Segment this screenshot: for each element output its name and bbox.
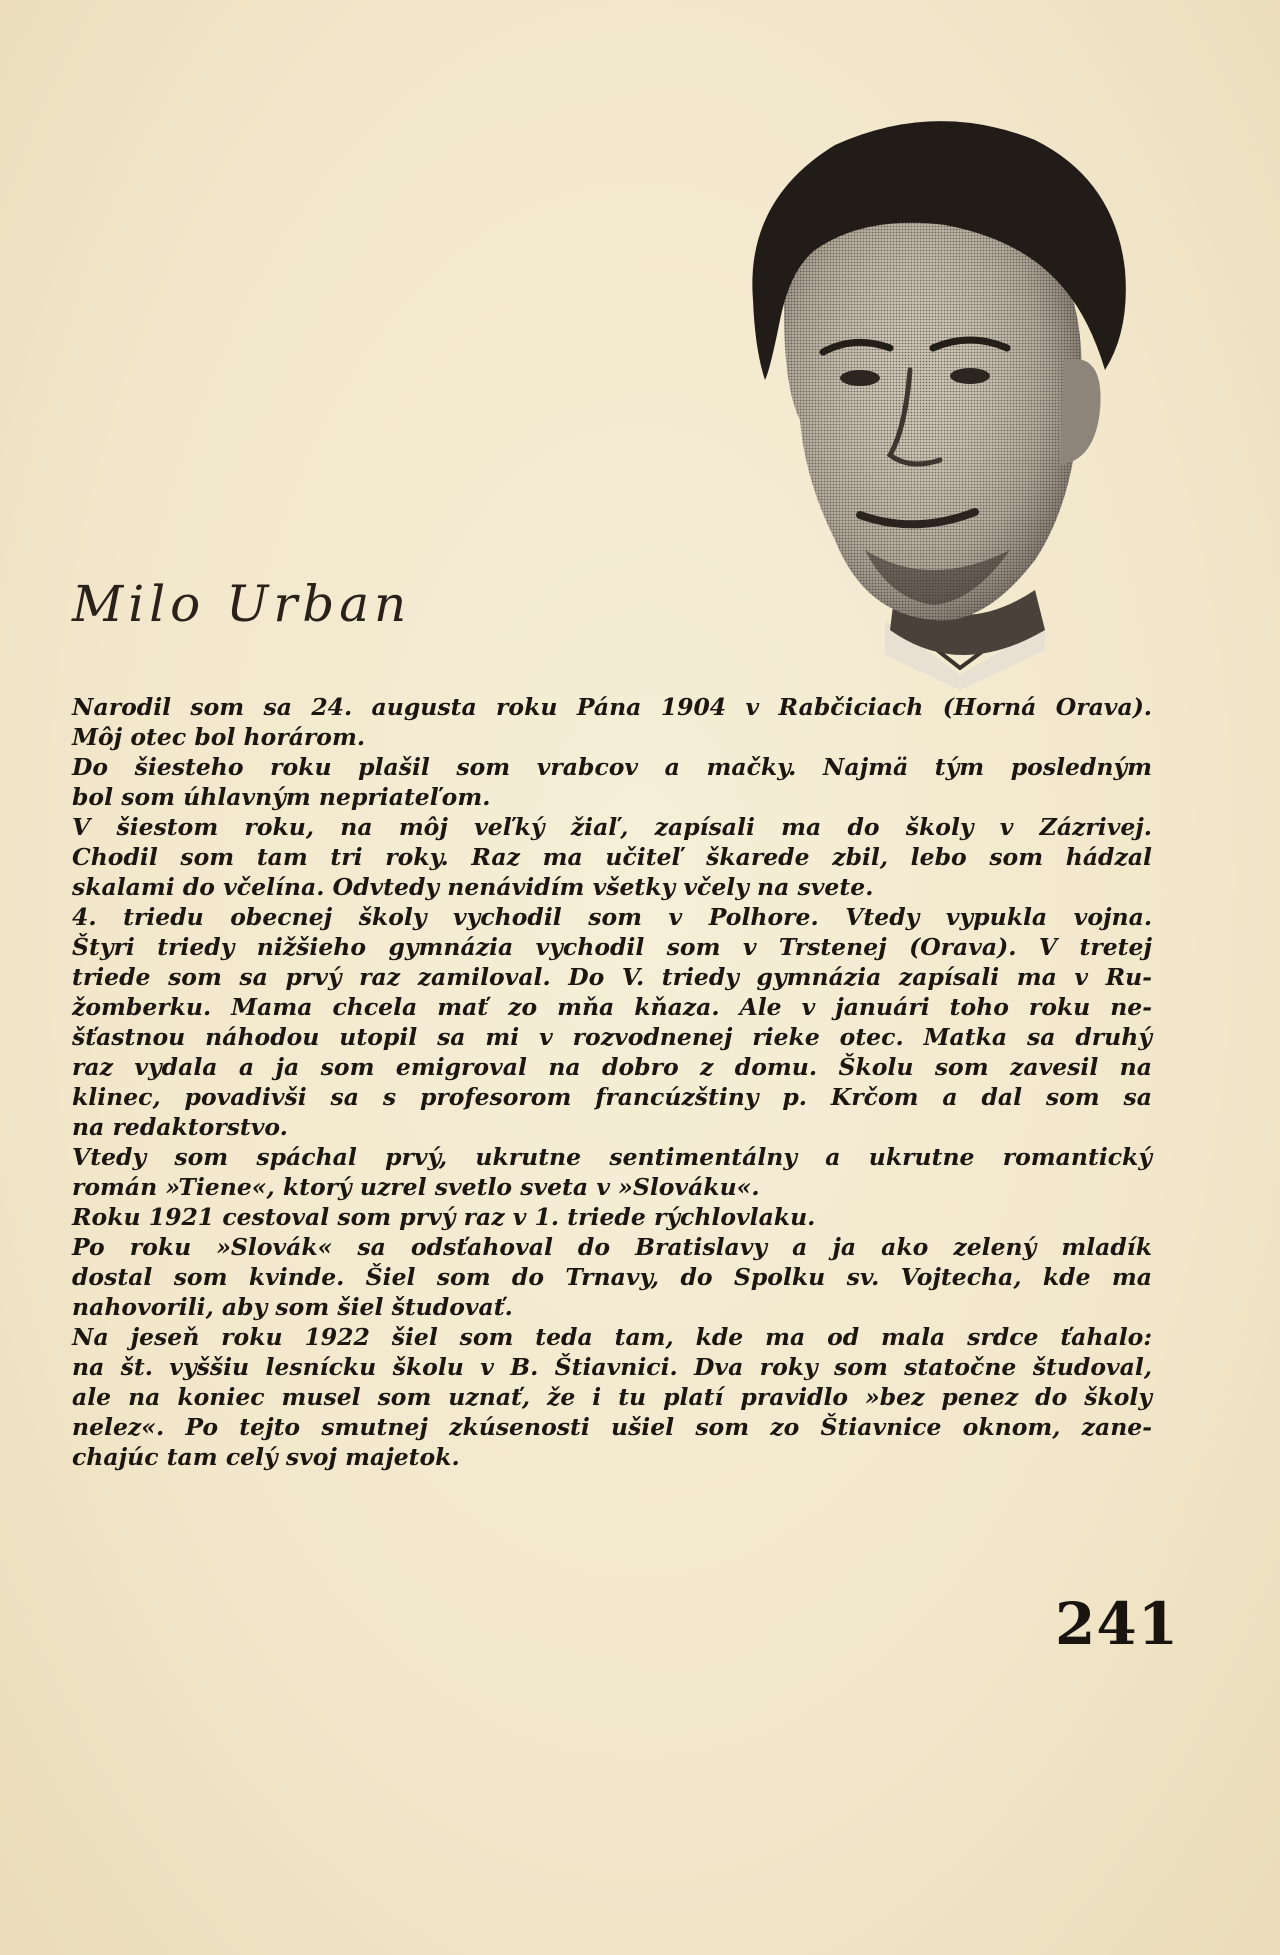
bio-line: dostal som kvinde. Šiel som do Trnavy, do Spolku sv. Vojtecha, kde ma [72, 1263, 1152, 1291]
bio-line: na št. vyššiu lesnícku školu v B. Štiavnici. Dva roky som statočne študoval, [72, 1353, 1152, 1381]
bio-line: 4. triedu obecnej školy vychodil som v Polhore. Vtedy vypukla vojna. [72, 903, 1152, 931]
bio-line: Vtedy som spáchal prvý, ukrutne sentimentálny a ukrutne romantický [72, 1143, 1152, 1171]
author-portrait-photo [745, 120, 1135, 690]
bio-line: nelez«. Po tejto smutnej zkúsenosti ušiel som zo Štiavnice oknom, zane- [72, 1413, 1152, 1441]
bio-line: Po roku »Slovák« sa odsťahoval do Bratislavy a ja ako zelený mladík [72, 1233, 1152, 1261]
bio-line: raz vydala a ja som emigroval na dobro z domu. Školu som zavesil na [72, 1053, 1152, 1081]
bio-line: Štyri triedy nižšieho gymnázia vychodil som v Trstenej (Orava). V tretej [72, 933, 1152, 961]
bio-line: chajúc tam celý svoj majetok. [72, 1443, 460, 1471]
bio-line: Roku 1921 cestoval som prvý raz v 1. triede rýchlovlaku. [72, 1203, 816, 1231]
bio-line: nahovorili, aby som šiel študovať. [72, 1293, 513, 1321]
bio-line: žomberku. Mama chcela mať zo mňa kňaza. Ale v januári toho roku ne- [72, 993, 1152, 1021]
page-number: 241 [1055, 1590, 1180, 1658]
bio-line: klinec, povadivši sa s profesorom francúzštiny p. Krčom a dal som sa [72, 1083, 1152, 1111]
bio-line: V šiestom roku, na môj veľký žiaľ, zapísali ma do školy v Zázrivej. [72, 813, 1152, 841]
bio-line: román »Tiene«, ktorý uzrel svetlo sveta v »Slováku«. [72, 1173, 760, 1201]
bio-line: Chodil som tam tri roky. Raz ma učiteľ škarede zbil, lebo som hádzal [72, 843, 1152, 871]
bio-line: ale na koniec musel som uznať, že i tu platí pravidlo »bez penez do školy [72, 1383, 1152, 1411]
biography-text [72, 692, 1152, 1472]
bio-line: Na jeseň roku 1922 šiel som teda tam, kde ma od mala srdce ťahalo: [72, 1323, 1152, 1351]
bio-line: na redaktorstvo. [72, 1113, 288, 1141]
bio-line: Do šiesteho roku plašil som vrabcov a mačky. Najmä tým posledným [72, 753, 1152, 781]
bio-line: triede som sa prvý raz zamiloval. Do V. triedy gymnázia zapísali ma v Ru- [72, 963, 1152, 991]
bio-line: Môj otec bol horárom. [72, 723, 366, 751]
bio-line: Narodil som sa 24. augusta roku Pána 1904 v Rabčiciach (Horná Orava). [72, 693, 1152, 721]
bio-line: bol som úhlavným nepriateľom. [72, 783, 491, 811]
bio-line: šťastnou náhodou utopil sa mi v rozvodnenej rieke otec. Matka sa druhý [72, 1023, 1152, 1051]
bio-line: skalami do včelína. Odvtedy nenávidím všetky včely na svete. [72, 873, 874, 901]
author-name-heading: Milo Urban [72, 575, 412, 633]
